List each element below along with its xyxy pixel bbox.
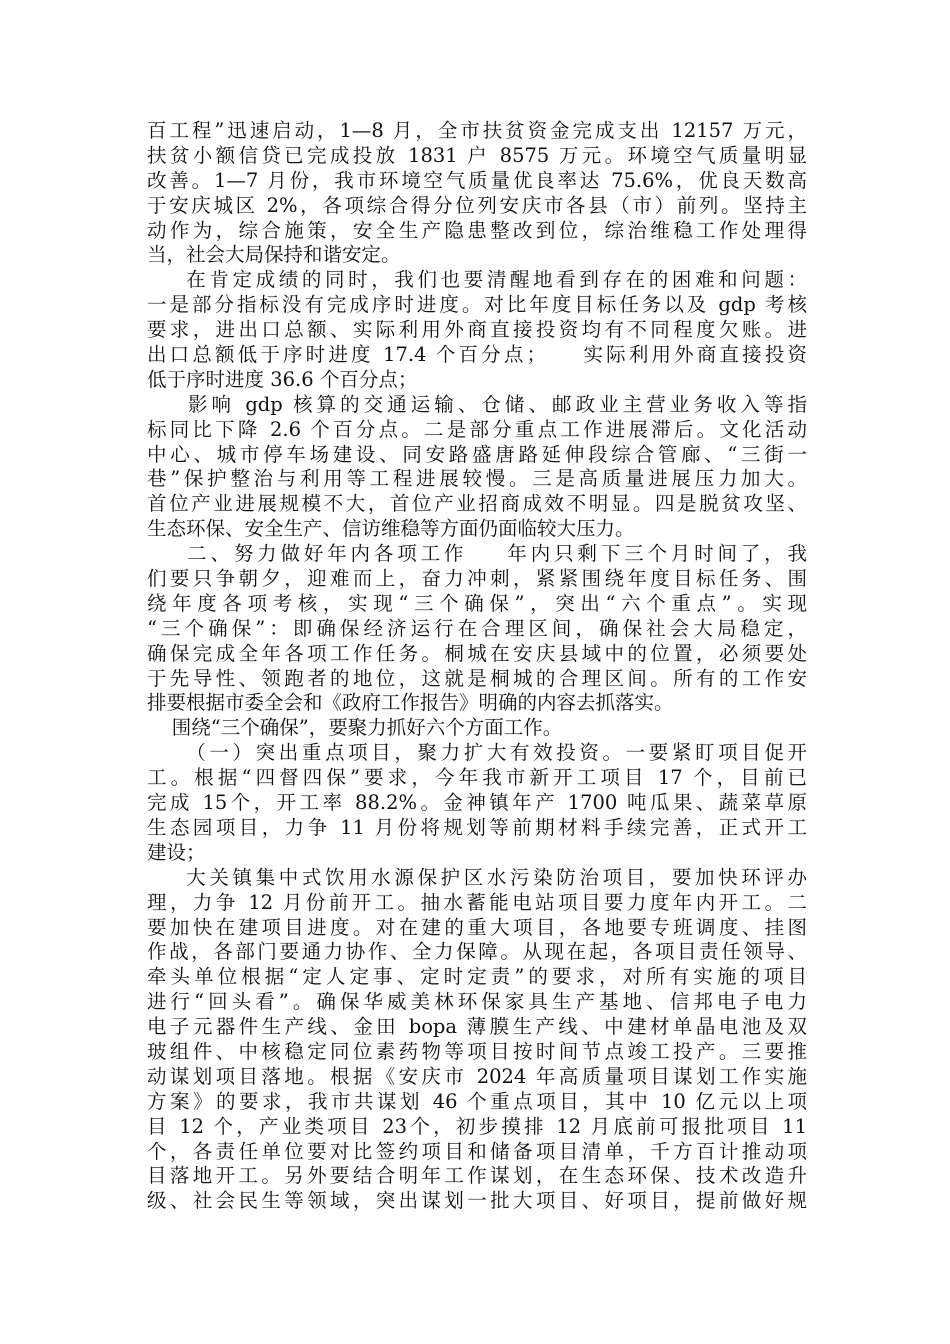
text-line: 完成 15个，开工率 88.2%。金神镇年产 1700 吨瓜果、蔬菜草原 <box>147 791 807 815</box>
text-line: 作战，各部门要通力协作、全力保障。从现在起，各项目责任领导、 <box>147 940 807 964</box>
text-line: 排要根据市委全会和《政府工作报告》明确的内容去抓落实。 <box>147 691 674 715</box>
text-line: 目落地开工。另外要结合明年工作谋划，在生态环保、技术改造升 <box>147 1164 807 1188</box>
text-line: 确保完成全年各项工作任务。桐城在安庆县域中的位置，必须要处 <box>147 641 807 665</box>
text-line: 影响 gdp 核算的交通运输、仓储、邮政业主营业务收入等指 <box>147 392 807 416</box>
text-line: 要求，进出口总额、实际利用外商直接投资均有不同程度欠账。进 <box>147 318 807 342</box>
text-line: 进行“回头看”。确保华威美林环保家具生产基地、信邦电子电力 <box>147 990 807 1014</box>
text-line: 百工程”迅速启动，1—8 月，全市扶贫资金完成支出 12157 万元， <box>147 119 807 142</box>
text-line: 改善。1—7 月份，我市环境空气质量优良率达 75.6%，优良天数高 <box>147 168 807 192</box>
text-line: 动作为，综合施策，安全生产隐患整改到位，综治维稳工作处理得 <box>147 218 807 242</box>
text-line: 一是部分指标没有完成序时进度。对比年度目标任务以及 gdp 考核 <box>147 293 807 317</box>
text-line: （一）突出重点项目，聚力扩大有效投资。一要紧盯项目促开 <box>147 741 807 765</box>
text-line: 生态园项目，力争 11 月份将规划等前期材料手续完善，正式开工 <box>147 815 807 839</box>
text-line: 目 12 个，产业类项目 23个，初步摸排 12 月底前可报批项目 11 <box>147 1114 807 1138</box>
text-line: 围绕“三个确保”，要聚力抓好六个方面工作。 <box>147 716 563 740</box>
text-line: 电子元器件生产线、金田 bopa 薄膜生产线、中建材单晶电池及双 <box>147 1015 807 1039</box>
text-line: 低于序时进度 36.6 个百分点； <box>147 367 418 391</box>
text-line: 扶贫小额信贷已完成投放 1831 户 8575 万元。环境空气质量明显 <box>147 143 807 167</box>
text-line: 中心、城市停车场建设、同安路盛唐路延伸段综合管廊、“三街一 <box>147 442 807 466</box>
text-line: 个，各责任单位要对比签约项目和储备项目清单，千方百计推动项 <box>147 1139 807 1163</box>
text-line: 建设； <box>147 840 206 864</box>
text-line: 工。根据“四督四保”要求，今年我市新开工项目 17 个，目前已 <box>147 766 807 790</box>
text-line: 牵头单位根据“定人定事、定时定责”的要求，对所有实施的项目 <box>147 965 807 989</box>
text-line: 标同比下降 2.6 个百分点。二是部分重点工作进展滞后。文化活动 <box>147 417 807 441</box>
text-line: 于安庆城区 2%，各项综合得分位列安庆市各县（市）前列。坚持主 <box>147 193 807 217</box>
text-line: 巷”保护整治与利用等工程进展较慢。三是高质量进展压力加大。 <box>147 467 807 491</box>
text-line: 动谋划项目落地。根据《安庆市 2024 年高质量项目谋划工作实施 <box>147 1064 807 1088</box>
text-line: 方案》的要求，我市共谋划 46 个重点项目，其中 10 亿元以上项 <box>147 1089 807 1113</box>
text-line: 于先导性、领跑者的地位，这就是桐城的合理区间。所有的工作安 <box>147 666 807 690</box>
text-line: 绕年度各项考核，实现“三个确保”，突出“六个重点”。实现 <box>147 591 807 615</box>
text-line: 们要只争朝夕，迎难而上，奋力冲刺，紧紧围绕年度目标任务、围 <box>147 567 807 591</box>
text-line: 二、努力做好年内各项工作 年内只剩下三个月时间了，我 <box>147 542 807 566</box>
text-line: 在肯定成绩的同时，我们也要清醒地看到存在的困难和问题： <box>147 268 807 292</box>
text-line: 理，力争 12 月份前开工。抽水蓄能电站项目要力度年内开工。二 <box>147 890 807 914</box>
text-line: 首位产业进展规模不大，首位产业招商成效不明显。四是脱贫攻坚、 <box>147 492 807 516</box>
text-line: 大关镇集中式饮用水源保护区水污染防治项目，要加快环评办 <box>147 865 807 889</box>
text-line: 玻组件、中核稳定同位素药物等项目按时间节点竣工投产。三要推 <box>147 1039 807 1063</box>
text-line: 要加快在建项目进度。对在建的重大项目，各地要专班调度、挂图 <box>147 915 807 939</box>
text-line: 当，社会大局保持和谐安定。 <box>147 243 401 267</box>
text-line: 出口总额低于序时进度 17.4 个百分点； 实际利用外商直接投资 <box>147 343 807 367</box>
document-body <box>147 119 807 1214</box>
text-line: 级、社会民生等领域，突出谋划一批大项目、好项目，提前做好规 <box>147 1189 807 1213</box>
text-line: 生态环保、安全生产、信访维稳等方面仍面临较大压力。 <box>147 517 635 541</box>
text-line: “三个确保”：即确保经济运行在合理区间，确保社会大局稳定， <box>147 616 807 640</box>
